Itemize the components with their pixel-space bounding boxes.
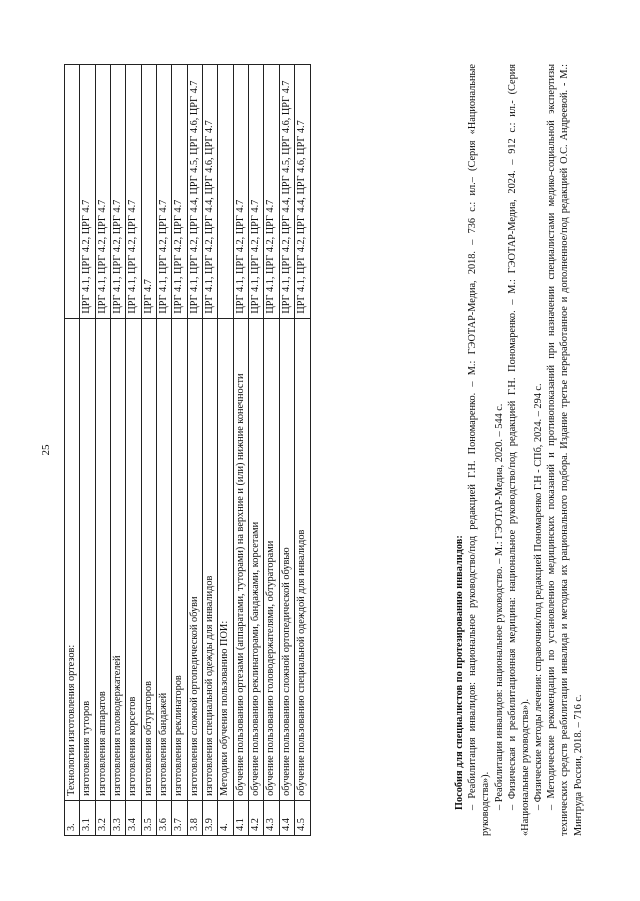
table-row [95,65,110,836]
row-number-cell: 4.3 [264,800,279,835]
row-description-cell: Методики обучения пользованию ПОИ: [218,318,233,800]
bibliography-item: – Методические рекомендации по установлению медицинских показаний и противопоказаний при назначении специалистами медико-социальной экспертизы технических средств реабилитации инвалида и методика их рационального подбора. Издание третье переработанное и дополненное/под редакцией О.С. Андреевой. - М.: Минтруда России, 2018. – 716 с. [546,64,584,836]
services-table [64,64,311,836]
row-codes-cell: ЦРГ 4.1, ЦРГ 4.2, ЦРГ 4.7 [172,65,187,319]
bibliography-item: – Физические методы лечения: справочник/под редакцией Пономаренко Г.Н - СПб, 2024. – 294 с. [533,383,545,810]
table-row [65,65,80,836]
table-row [264,65,279,836]
row-codes-cell: ЦРГ 4.1, ЦРГ 4.2, ЦРГ 4.7 [111,65,126,319]
bibliography-item: – Реабилитация инвалидов: национальное руководство. – М.: ГЭОТАР-Медиа, 2020. – 544 с. [493,403,505,810]
row-description-cell: обучение пользованию сложной ортопедической обувью [279,318,294,800]
row-description-cell: изготовления туторов [80,318,95,800]
row-description-cell: обучение пользованию реклинаторами, бандажами, корсетами [249,318,264,800]
row-codes-cell: ЦРГ 4.1, ЦРГ 4.2, ЦРГ 4.4, ЦРГ 4.5, ЦРГ 4.6, ЦРГ 4.7 [187,65,202,319]
table-row [203,65,218,836]
row-description-cell: обучение пользованию головодержателями, обтураторами [264,318,279,800]
row-number-cell: 4.2 [249,800,264,835]
row-description-cell: изготовления аппаратов [95,318,110,800]
row-description-cell: изготовления специальной одежды для инвалидов [203,318,218,800]
row-number-cell: 4.1 [233,800,248,835]
row-codes-cell: ЦРГ 4.1, ЦРГ 4.2, ЦРГ 4.7 [157,65,172,319]
bibliography-item: – Физическая и реабилитационная медицина: национальное руководство/под редакцией Г.Н. Пономаренко. – М.: ГЭОТАР-Медиа, 2024. – 912 с.: ил.- (Серия «Национальные руководства»). [506,64,531,836]
document-page [40,40,600,860]
row-codes-cell [218,65,233,319]
table-row [157,65,172,836]
row-codes-cell: ЦРГ 4.1, ЦРГ 4.2, ЦРГ 4.4, ЦРГ 4.6, ЦРГ 4.7 [203,65,218,319]
row-description-cell: изготовления головодержателей [111,318,126,800]
row-description-cell: изготовления реклинаторов [172,318,187,800]
table-row [141,65,156,836]
row-description-cell: Технологии изготовления ортезов: [65,318,80,800]
row-codes-cell: ЦРГ 4.1, ЦРГ 4.2, ЦРГ 4.4, ЦРГ 4.6, ЦРГ 4.7 [295,65,310,319]
row-description-cell: обучение пользованию ортезами (аппаратами, туторами) на верхние и (или) нижние конечности [233,318,248,800]
table-row [111,65,126,836]
row-number-cell: 3.2 [95,800,110,835]
row-description-cell: изготовления бандажей [157,318,172,800]
table-row [233,65,248,836]
row-codes-cell: ЦРГ 4.1, ЦРГ 4.2, ЦРГ 4.7 [233,65,248,319]
row-codes-cell: ЦРГ 4.1, ЦРГ 4.2, ЦРГ 4.7 [264,65,279,319]
row-description-cell: изготовления сложной ортопедической обуви [187,318,202,800]
row-description-cell: изготовления обтураторов [141,318,156,800]
row-description-cell: изготовления корсетов [126,318,141,800]
row-codes-cell: ЦРГ 4.7 [141,65,156,319]
bibliography-section [453,64,585,836]
row-number-cell: 3.1 [80,800,95,835]
row-number-cell: 4. [218,800,233,835]
row-number-cell: 4.4 [279,800,294,835]
table-row [172,65,187,836]
row-codes-cell: ЦРГ 4.1, ЦРГ 4.2, ЦРГ 4.7 [126,65,141,319]
bibliography-item: – Реабилитация инвалидов: национальное руководство/под редакцией Г.Н. Пономаренко. – М.: ГЭОТАР-Медиа, 2018. – 736 с.: ил.– (Серия «Национальные руководства»). [467,64,492,836]
row-codes-cell: ЦРГ 4.1, ЦРГ 4.2, ЦРГ 4.7 [80,65,95,319]
row-number-cell: 3.3 [111,800,126,835]
row-number-cell: 4.5 [295,800,310,835]
row-codes-cell: ЦРГ 4.1, ЦРГ 4.2, ЦРГ 4.7 [249,65,264,319]
table-row [80,65,95,836]
row-codes-cell: ЦРГ 4.1, ЦРГ 4.2, ЦРГ 4.7 [95,65,110,319]
table-row [187,65,202,836]
row-number-cell: 3.4 [126,800,141,835]
row-codes-cell [65,65,80,319]
table-row [218,65,233,836]
table-row [126,65,141,836]
row-codes-cell: ЦРГ 4.1, ЦРГ 4.2, ЦРГ 4.4, ЦРГ 4.5, ЦРГ 4.6, ЦРГ 4.7 [279,65,294,319]
table-row [249,65,264,836]
table-row [279,65,294,836]
row-number-cell: 3.8 [187,800,202,835]
row-number-cell: 3. [65,800,80,835]
row-number-cell: 3.6 [157,800,172,835]
row-number-cell: 3.5 [141,800,156,835]
row-number-cell: 3.7 [172,800,187,835]
row-number-cell: 3.9 [203,800,218,835]
row-description-cell: обучение пользованию специальной одеждой для инвалидов [295,318,310,800]
table-row [295,65,310,836]
bibliography-heading: Пособия для специалистов по протезированию инвалидов: [454,535,465,810]
page-number: 25 [40,444,52,456]
